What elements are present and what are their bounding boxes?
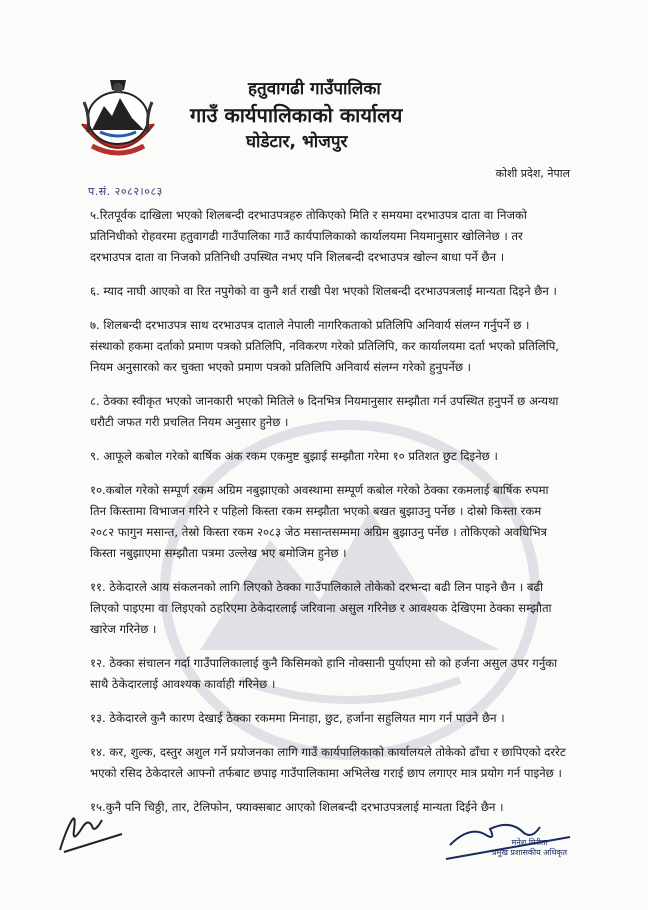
- clause-15: १५.कुनै पनि चिठ्ठी, तार, टेलिफोन, फ्याक्सबाट आएको शिलबन्दी दरभाउपत्रलाई मान्यता दिईने छैन ।: [90, 800, 504, 814]
- clause-5: ५.रितपूर्वक दाखिला भएको शिलबन्दी दरभाउपत्रहरु तोकिएको मिति र समयमा दरभाउपत्र दाता वा निजको प्रतिनिधीको रोहवरमा हतुवागढी गाउँपालिका गाउँ कार्यपालिकाको कार्यालयमा नियमानुसार खोलिनेछ । तर दरभाउपत्र दाता वा निजको प्रतिनिधी उपस्थित नभए पनि शिलबन्दी दरभाउपत्र खोल्न बाधा पर्ने छैन ।: [90, 208, 527, 264]
- clause-11: ११. ठेकेदारले आय संकलनको लागि लिएको ठेक्का गाउँपालिकाले तोकेको दरभन्दा बढी लिन पाइने छैन । बढी लिएको पाइएमा वा लिइएको ठहरिएमा ठेकेदारलाई जरिवाना असुल गरिनेछ र आवश्यक देखिएमा ठेक्का सम्झौता खारेज गरिनेछ ।: [90, 580, 552, 636]
- clause-10: १०.कबोल गरेको सम्पूर्ण रकम अग्रिम नबुझाएको अवस्थामा सम्पूर्ण कबोल गरेको ठेक्का रकमलाई बार्षिक रुपमा तिन किस्तामा विभाजन गरिने र पहिलो किस्ता रकम सम्झौता भएको बखत बुझाउनु पर्नेछ । दोस्रो किस्ता रकम २०८२ फागुन मसान्त, तेस्रो किस्ता रकम २०८३ जेठ मसान्तसम्ममा अग्रिम बुझाउनु पर्नेछ । तोकिएको अवधिभित्र किस्ता नबुझाएमा सम्झौता पत्रमा उल्लेख भए बमोजिम हुनेछ ।: [90, 483, 549, 560]
- clause-13: १३. ठेकेदारले कुनै कारण देखाई ठेक्का रकममा मिनाहा, छुट, हर्जाना सहुलियत माग गर्न पाउने छैन ।: [90, 711, 505, 725]
- office-name: गाउँ कार्यपालिकाको कार्यालय: [190, 103, 403, 127]
- reference-number: प.सं. २०८२।०८३: [88, 185, 163, 198]
- office-header: [190, 78, 490, 154]
- clause-6: ६. म्याद नाघी आएको वा रित नपुगेको वा कुनै शर्त राखी पेश भएको शिलबन्दी दरभाउपत्रलाई मान्यता दिइने छैन ।: [90, 284, 557, 298]
- office-address: घोडेटार, भोजपुर: [246, 132, 348, 152]
- clause-9: ९. आफूले कबोल गरेको बार्षिक अंक रकम एकमुष्ट बुझाई सम्झौता गरेमा १० प्रतिशत छुट दिइनेछ ।: [90, 449, 498, 463]
- municipality-name: हतुवागढी गाउँपालिका: [248, 79, 381, 99]
- document-body: [90, 205, 566, 831]
- nepal-emblem-icon: [70, 72, 166, 164]
- clause-14: १४. कर, शुल्क, दस्तुर अशुल गर्ने प्रयोजनका लागि गाउँ कार्यपालिकाको कार्यालयले तोकेको ढाँचा र छापिएको दररेट भएको रसिद ठेकेदारले आफ्नो तर्फबाट छपाइ गाउँपालिकामा अभिलेख गराई छाप लगाएर मात्र प्रयोग गर्न पाइनेछ ।: [90, 745, 566, 780]
- signatory-title: प्रमुख प्रशासकीय अधिकृत: [492, 848, 568, 857]
- signatory-block: [492, 838, 567, 858]
- clause-8: ८. ठेक्का स्वीकृत भएको जानकारी भएको मितिले ७ दिनभित्र नियमानुसार सम्झौता गर्न उपस्थित हनुपर्ने छ अन्यथा धरौटी जफत गरी प्रचलित नियम अनुसार हुनेछ ।: [90, 394, 559, 429]
- province-line: कोशी प्रदेश, नेपाल: [495, 167, 570, 180]
- clause-7: ७. शिलबन्दी दरभाउपत्र साथ दरभाउपत्र दाताले नेपाली नागरिकताको प्रतिलिपि अनिवार्य संलग्न गर्नुपर्ने छ । संस्थाको हकमा दर्ताको प्रमाण पत्रको प्रतिलिपि, नविकरण गरेको प्रतिलिपि, कर कार्यालयमा दर्ता भएको प्रतिलिपि, नियम अनुसारको कर चुक्ता भएको प्रमाण पत्रको प्रतिलिपि अनिवार्य संलग्न गरेको हुनुपर्नेछ ।: [90, 318, 559, 374]
- left-signature-icon: [52, 800, 132, 860]
- clause-12: १२. ठेक्का संचालन गर्दा गाउँपालिकालाई कुनै किसिमको हानि नोक्सानी पुर्याएमा सो को हर्जना असुल उपर गर्नुका साथै ठेकेदारलाई आवश्यक कार्वाही गरिनेछ ।: [90, 656, 558, 691]
- signatory-name: मनेश मिरीता: [511, 838, 548, 847]
